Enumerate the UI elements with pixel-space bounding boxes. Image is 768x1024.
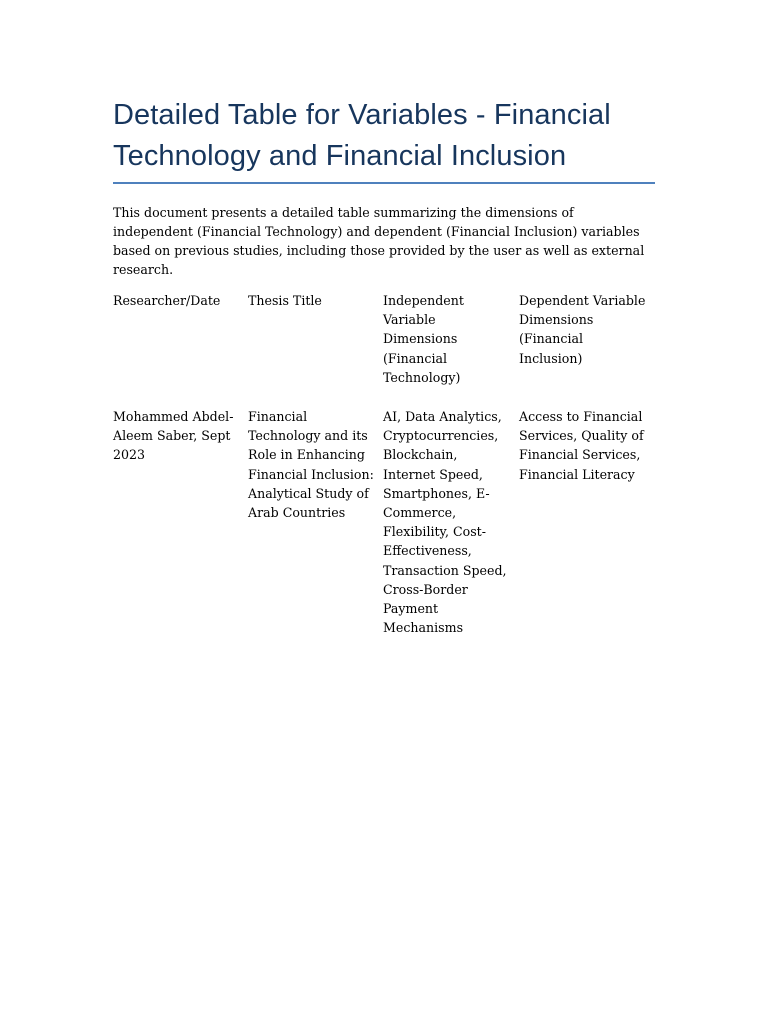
header-researcher-date: Researcher/Date [113, 293, 221, 308]
title-underline [113, 182, 655, 184]
header-dependent-dimensions: Dependent Variable Dimensions (Financial Inclusion) [519, 293, 646, 366]
document-title: Detailed Table for Variables - Financial Technology and Financial Inclusion [113, 99, 611, 172]
cell-independent-dimensions: AI, Data Analytics, Cryptocurrencies, Blockchain, Internet Speed, Smartphones, E-Commerce, Flexibility, Cost-Effectiveness, Transaction Speed, Cross-Border Payment Mechanisms [383, 409, 507, 636]
cell-dependent-dimensions: Access to Financial Services, Quality of Financial Services, Financial Literacy [519, 409, 644, 482]
cell-thesis-title: Financial Technology and its Role in Enhancing Financial Inclusion: Analytical Study of Arab Countries [248, 409, 374, 521]
document-page [113, 0, 655, 657]
table-header-row [113, 291, 655, 407]
header-thesis-title: Thesis Title [248, 293, 322, 308]
header-independent-dimensions: Independent Variable Dimensions (Financial Technology) [383, 293, 464, 385]
variables-table [113, 291, 655, 657]
table-row [113, 407, 655, 657]
cell-researcher: Mohammed Abdel-Aleem Saber, Sept 2023 [113, 409, 234, 463]
intro-paragraph: This document presents a detailed table summarizing the dimensions of independent (Financial Technology) and dependent (Financial Inclusion) variables based on previous studies, including those provided by the user as well as external research. [113, 205, 645, 277]
